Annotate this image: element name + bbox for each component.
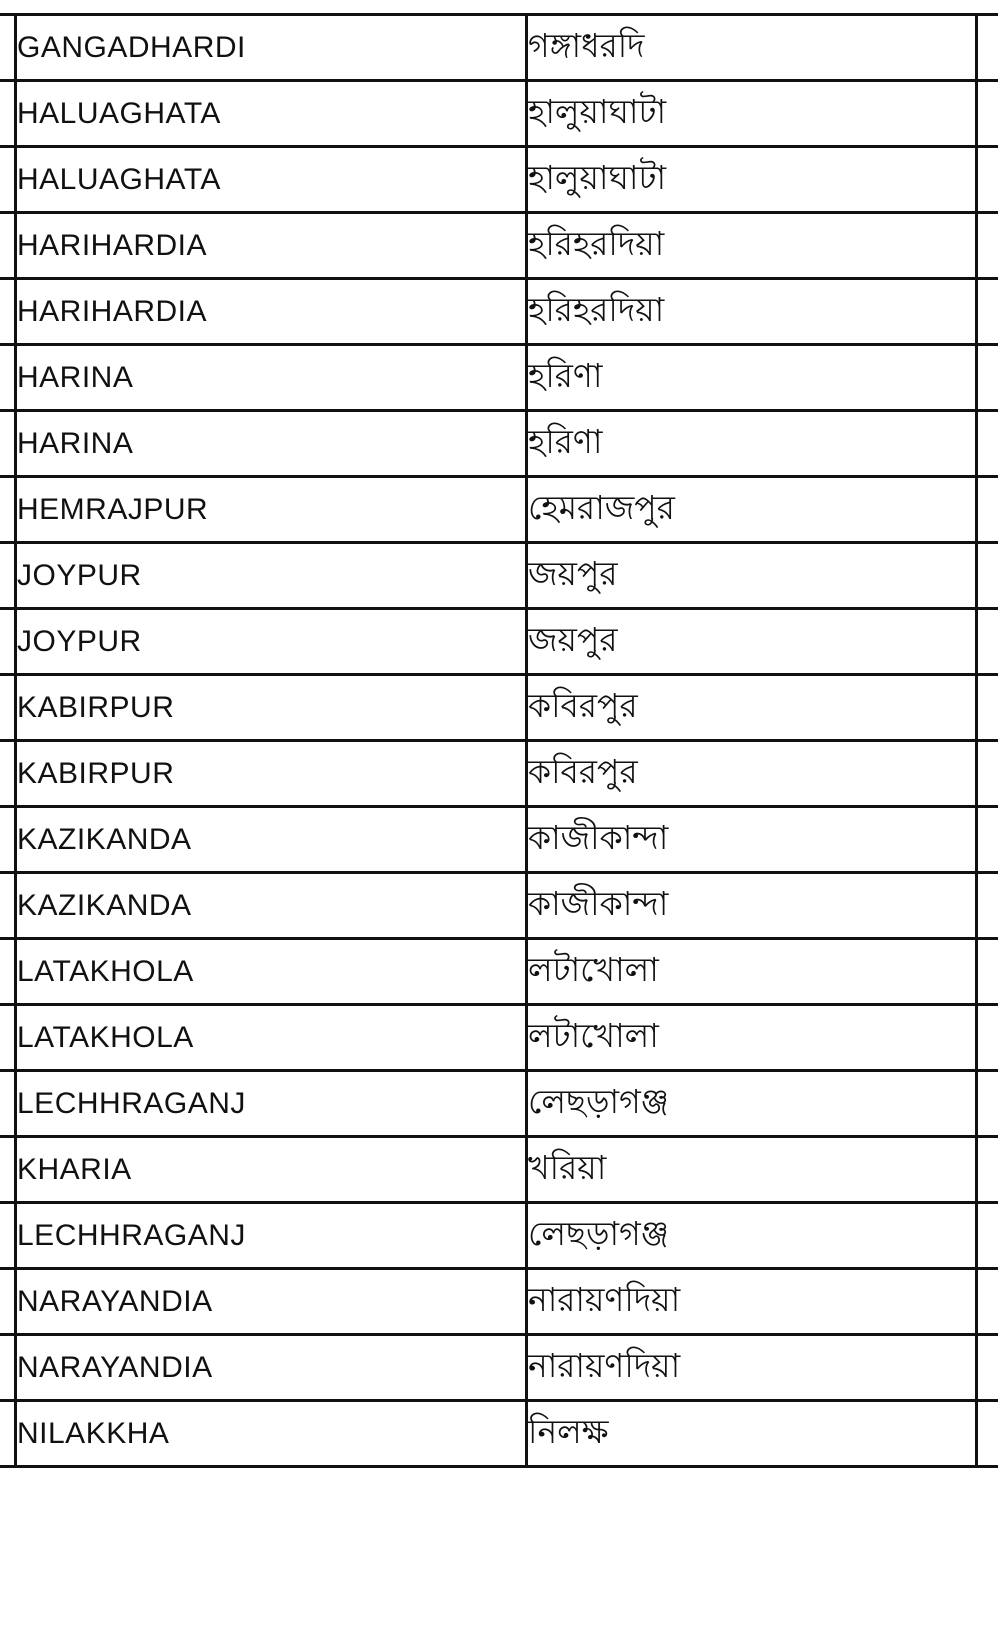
right-margin-cell xyxy=(977,477,999,543)
english-name-cell: NARAYANDIA xyxy=(16,1269,527,1335)
left-margin-cell xyxy=(0,213,16,279)
english-name-cell: HARIHARDIA xyxy=(16,279,527,345)
bengali-name-cell: নারায়ণদিয়া xyxy=(527,1335,977,1401)
table-row xyxy=(0,147,998,213)
table-row xyxy=(0,939,998,1005)
table-row xyxy=(0,15,998,81)
left-margin-cell xyxy=(0,609,16,675)
right-margin-cell xyxy=(977,147,999,213)
left-margin-cell xyxy=(0,939,16,1005)
bengali-name-cell: লটাখোলা xyxy=(527,939,977,1005)
bengali-name-cell: খরিয়া xyxy=(527,1137,977,1203)
english-name-cell: KABIRPUR xyxy=(16,675,527,741)
english-name-cell: GANGADHARDI xyxy=(16,15,527,81)
table-row xyxy=(0,81,998,147)
table-row xyxy=(0,411,998,477)
right-margin-cell xyxy=(977,609,999,675)
english-name-cell: NARAYANDIA xyxy=(16,1335,527,1401)
right-margin-cell xyxy=(977,1335,999,1401)
left-margin-cell xyxy=(0,741,16,807)
right-margin-cell xyxy=(977,81,999,147)
bengali-name-cell: গঙ্গাধরদি xyxy=(527,15,977,81)
right-margin-cell xyxy=(977,1269,999,1335)
right-margin-cell xyxy=(977,741,999,807)
place-name-table xyxy=(0,13,998,1468)
bengali-name-cell: কবিরপুর xyxy=(527,741,977,807)
right-margin-cell xyxy=(977,411,999,477)
right-margin-cell xyxy=(977,15,999,81)
table-row xyxy=(0,1137,998,1203)
left-margin-cell xyxy=(0,411,16,477)
english-name-cell: HALUAGHATA xyxy=(16,147,527,213)
right-margin-cell xyxy=(977,807,999,873)
english-name-cell: LATAKHOLA xyxy=(16,939,527,1005)
left-margin-cell xyxy=(0,279,16,345)
left-margin-cell xyxy=(0,1203,16,1269)
left-margin-cell xyxy=(0,15,16,81)
table-row xyxy=(0,543,998,609)
bengali-name-cell: নারায়ণদিয়া xyxy=(527,1269,977,1335)
english-name-cell: HALUAGHATA xyxy=(16,81,527,147)
left-margin-cell xyxy=(0,147,16,213)
right-margin-cell xyxy=(977,1203,999,1269)
table-row xyxy=(0,213,998,279)
bengali-name-cell: জয়পুর xyxy=(527,609,977,675)
left-margin-cell xyxy=(0,675,16,741)
bengali-name-cell: হরিহরদিয়া xyxy=(527,213,977,279)
table-row xyxy=(0,675,998,741)
place-name-table-body xyxy=(0,15,998,1467)
left-margin-cell xyxy=(0,81,16,147)
bengali-name-cell: জয়পুর xyxy=(527,543,977,609)
bengali-name-cell: কবিরপুর xyxy=(527,675,977,741)
right-margin-cell xyxy=(977,1137,999,1203)
left-margin-cell xyxy=(0,1071,16,1137)
english-name-cell: JOYPUR xyxy=(16,543,527,609)
table-row xyxy=(0,1269,998,1335)
table-row xyxy=(0,477,998,543)
table-row xyxy=(0,345,998,411)
bengali-name-cell: হরিণা xyxy=(527,345,977,411)
english-name-cell: KAZIKANDA xyxy=(16,807,527,873)
right-margin-cell xyxy=(977,1071,999,1137)
table-row xyxy=(0,279,998,345)
table-row xyxy=(0,609,998,675)
bengali-name-cell: হালুয়াঘাটা xyxy=(527,147,977,213)
left-margin-cell xyxy=(0,873,16,939)
bengali-name-cell: নিলক্ষ xyxy=(527,1401,977,1467)
english-name-cell: HEMRAJPUR xyxy=(16,477,527,543)
bengali-name-cell: হালুয়াঘাটা xyxy=(527,81,977,147)
right-margin-cell xyxy=(977,279,999,345)
right-margin-cell xyxy=(977,345,999,411)
english-name-cell: LECHHRAGANJ xyxy=(16,1203,527,1269)
bengali-name-cell: লেছড়াগঞ্জ xyxy=(527,1203,977,1269)
left-margin-cell xyxy=(0,1137,16,1203)
bengali-name-cell: লটাখোলা xyxy=(527,1005,977,1071)
bengali-name-cell: হেমরাজপুর xyxy=(527,477,977,543)
bengali-name-cell: হরিণা xyxy=(527,411,977,477)
table-row xyxy=(0,1071,998,1137)
left-margin-cell xyxy=(0,543,16,609)
right-margin-cell xyxy=(977,939,999,1005)
right-margin-cell xyxy=(977,543,999,609)
table-row xyxy=(0,873,998,939)
english-name-cell: KAZIKANDA xyxy=(16,873,527,939)
english-name-cell: HARIHARDIA xyxy=(16,213,527,279)
right-margin-cell xyxy=(977,873,999,939)
english-name-cell: KABIRPUR xyxy=(16,741,527,807)
left-margin-cell xyxy=(0,1269,16,1335)
table-row xyxy=(0,807,998,873)
left-margin-cell xyxy=(0,807,16,873)
table-row xyxy=(0,1005,998,1071)
table-row xyxy=(0,1203,998,1269)
english-name-cell: NILAKKHA xyxy=(16,1401,527,1467)
table-row xyxy=(0,741,998,807)
english-name-cell: JOYPUR xyxy=(16,609,527,675)
left-margin-cell xyxy=(0,1335,16,1401)
right-margin-cell xyxy=(977,213,999,279)
right-margin-cell xyxy=(977,675,999,741)
bengali-name-cell: লেছড়াগঞ্জ xyxy=(527,1071,977,1137)
bengali-name-cell: কাজীকান্দা xyxy=(527,807,977,873)
english-name-cell: HARINA xyxy=(16,411,527,477)
table-row xyxy=(0,1335,998,1401)
table-row xyxy=(0,1401,998,1467)
right-margin-cell xyxy=(977,1005,999,1071)
english-name-cell: LATAKHOLA xyxy=(16,1005,527,1071)
bengali-name-cell: কাজীকান্দা xyxy=(527,873,977,939)
bengali-name-cell: হরিহরদিয়া xyxy=(527,279,977,345)
right-margin-cell xyxy=(977,1401,999,1467)
left-margin-cell xyxy=(0,1005,16,1071)
left-margin-cell xyxy=(0,477,16,543)
english-name-cell: LECHHRAGANJ xyxy=(16,1071,527,1137)
english-name-cell: KHARIA xyxy=(16,1137,527,1203)
english-name-cell: HARINA xyxy=(16,345,527,411)
left-margin-cell xyxy=(0,1401,16,1467)
left-margin-cell xyxy=(0,345,16,411)
